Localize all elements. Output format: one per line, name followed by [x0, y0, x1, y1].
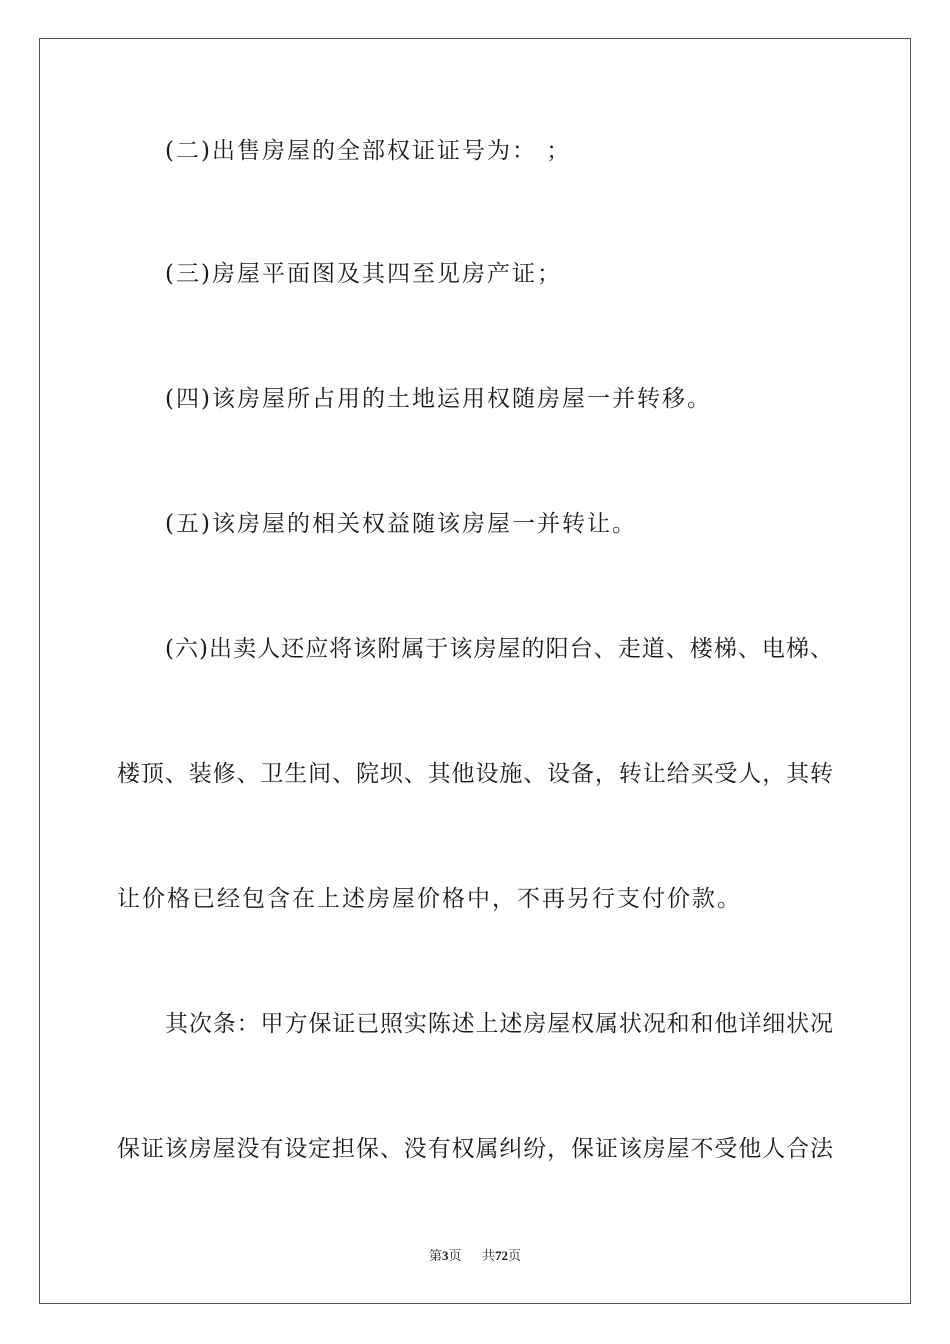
total-suffix: 页 [508, 1248, 522, 1263]
paragraph-line: (四)该房屋所占用的土地运用权随房屋一并转移。 [165, 386, 712, 412]
paragraph-line: 楼顶、装修、卫生间、院坝、其他设施、设备，转让给买受人，其转 [117, 761, 833, 787]
paragraph-line: (二)出售房屋的全部权证证号为： ； [165, 138, 572, 164]
paragraph-line: (五)该房屋的相关权益随该房屋一并转让。 [165, 511, 637, 537]
paragraph-line: 保证该房屋没有设定担保、没有权属纠纷，保证该房屋不受他人合法 [117, 1136, 833, 1162]
paragraph-line: (三)房屋平面图及其四至见房产证； [165, 261, 562, 287]
paragraph-line: (六)出卖人还应将该附属于该房屋的阳台、走道、楼梯、电梯、 [165, 636, 833, 662]
paragraph-line: 其次条：甲方保证已照实陈述上述房屋权属状况和和他详细状况 [165, 1011, 833, 1037]
page-suffix: 页 [448, 1248, 462, 1263]
total-pages: 72 [495, 1248, 509, 1263]
total-prefix: 共 [482, 1248, 496, 1263]
page-number: 3 [441, 1248, 449, 1263]
page-border [39, 38, 911, 1304]
paragraph-line: 让价格已经包含在上述房屋价格中，不再另行支付价款。 [117, 886, 742, 912]
page-prefix: 第 [428, 1248, 442, 1263]
page-footer [0, 1247, 950, 1265]
